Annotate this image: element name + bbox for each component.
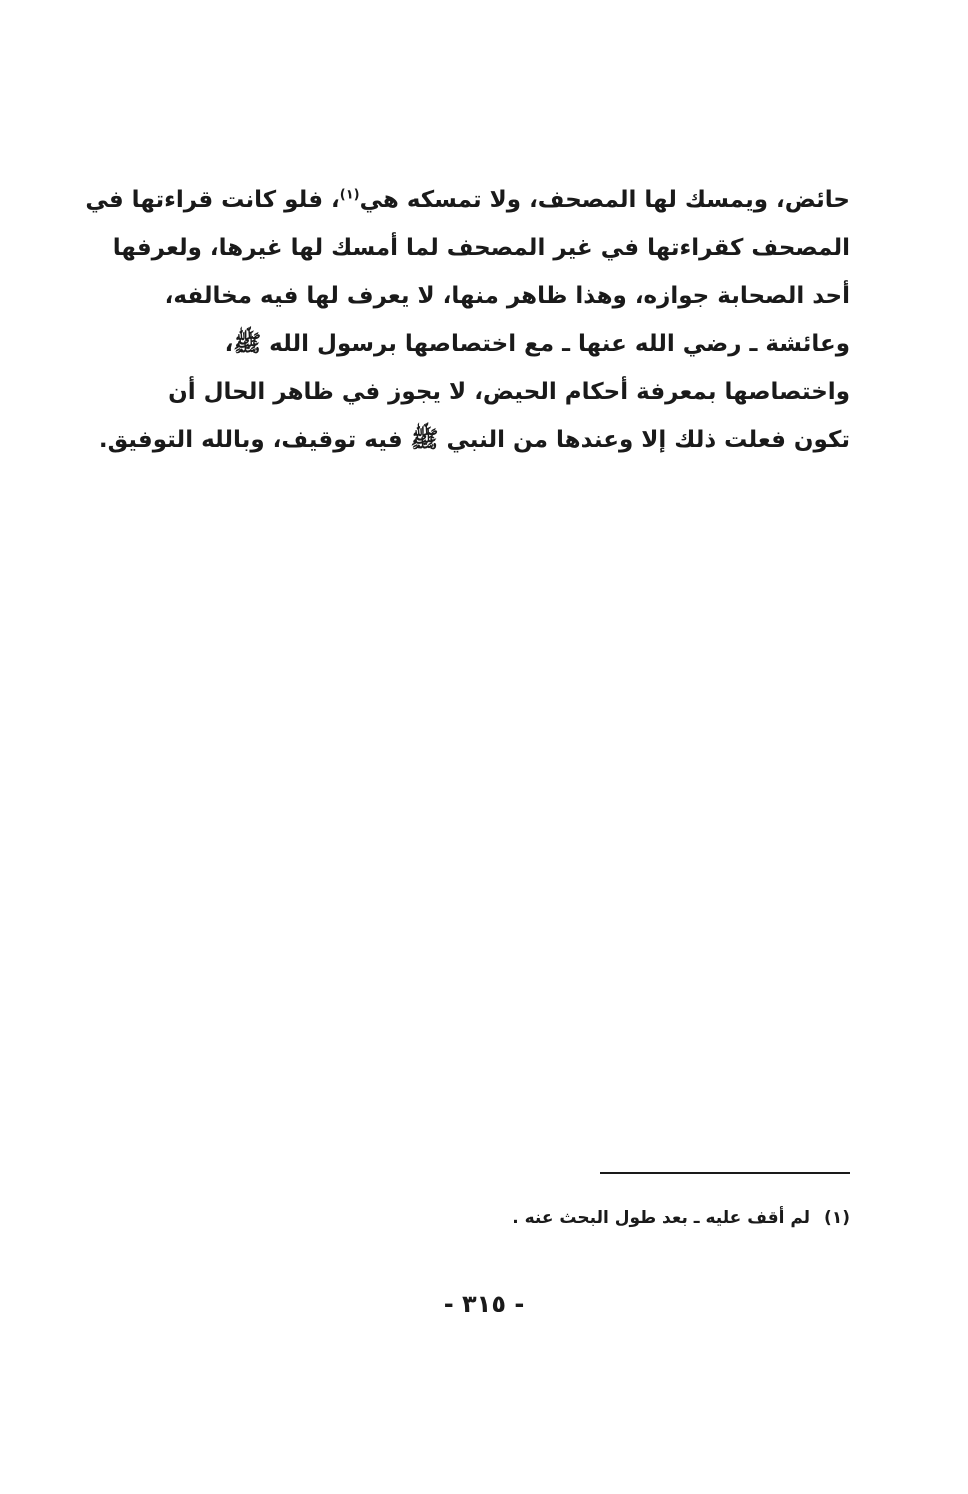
- footnote: [440, 1208, 850, 1228]
- footnote-divider: [600, 1172, 850, 1174]
- body-line-6: تكون فعلت ذلك إلا وعندها من النبي ﷺ فيه توقيف، وبالله التوفيق.: [98, 427, 850, 453]
- body-line-3: أحد الصحابة جوازه، وهذا ظاهر منها، لا يعرف لها فيه مخالفه،: [164, 283, 850, 309]
- body-line-1: [85, 176, 850, 224]
- footnote-reference[interactable]: (١): [339, 187, 360, 203]
- body-paragraph: [85, 176, 850, 464]
- footnote-number: (١): [824, 1208, 850, 1228]
- body-line-1-text: حائض، ويمسك لها المصحف، ولا تمسكه هي: [359, 187, 850, 213]
- body-line-1-tail: ، فلو كانت قراءتها في: [85, 187, 340, 213]
- footnote-text: لم أقف عليه ـ بعد طول البحث عنه .: [512, 1208, 811, 1228]
- body-line-2: المصحف كقراءتها في غير المصحف لما أمسك لها غيرها، ولعرفها: [112, 235, 850, 261]
- body-line-4: وعائشة ـ رضي الله عنها ـ مع اختصاصها برسول الله ﷺ،: [224, 331, 850, 357]
- body-line-5: واختصاصها بمعرفة أحكام الحيض، لا يجوز في ظاهر الحال أن: [168, 379, 850, 405]
- page-number: - ٣١٥ -: [443, 1290, 525, 1318]
